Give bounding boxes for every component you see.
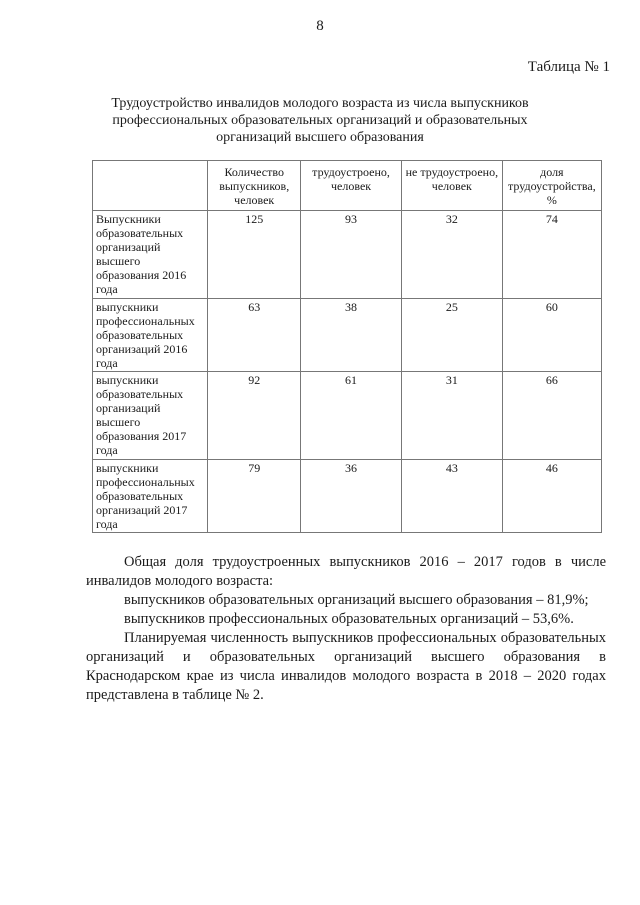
cell-graduates-count: 125	[208, 211, 301, 299]
cell-employed: 36	[301, 460, 402, 533]
header-employed: трудоустроено, человек	[301, 161, 402, 211]
cell-employed: 93	[301, 211, 402, 299]
table-caption: Трудоустройство инвалидов молодого возраста из числа выпускников профессиональных образовательных организаций и образовательных организаций высшего образования	[111, 96, 529, 145]
paragraph-summary: Общая доля трудоустроенных выпускников 2016 – 2017 годов в числе инвалидов молодого возраста:	[86, 554, 606, 589]
paragraph-professional-share: выпускников профессиональных образовательных организаций – 53,6%.	[124, 611, 574, 627]
cell-employed: 61	[301, 372, 402, 460]
cell-graduates-count: 92	[208, 372, 301, 460]
table-row	[93, 460, 602, 533]
cell-employed: 38	[301, 299, 402, 372]
header-graduates-count: Количество выпускников, человек	[208, 161, 301, 211]
table-row	[93, 211, 602, 299]
paragraph-higher-education-share: выпускников образовательных организаций высшего образования – 81,9%;	[124, 592, 589, 608]
header-not-employed: не трудоустроено, человек	[401, 161, 502, 211]
row-label: выпускники образовательных организаций высшего образования 2017 года	[93, 372, 208, 460]
cell-graduates-count: 79	[208, 460, 301, 533]
header-employment-share: доля трудоустройства, %	[502, 161, 601, 211]
body-text	[86, 553, 606, 705]
cell-employment-share: 74	[502, 211, 601, 299]
table-header-row	[93, 161, 602, 211]
cell-employment-share: 66	[502, 372, 601, 460]
cell-employment-share: 46	[502, 460, 601, 533]
cell-not-employed: 31	[401, 372, 502, 460]
table-row	[93, 372, 602, 460]
cell-not-employed: 32	[401, 211, 502, 299]
table-label: Таблица № 1	[527, 59, 610, 75]
row-label: выпускники профессиональных образовательных организаций 2016 года	[93, 299, 208, 372]
cell-not-employed: 43	[401, 460, 502, 533]
employment-table	[92, 160, 602, 533]
cell-graduates-count: 63	[208, 299, 301, 372]
table-row	[93, 299, 602, 372]
row-label: выпускники профессиональных образовательных организаций 2017 года	[93, 460, 208, 533]
page-number: 8	[316, 18, 324, 34]
header-empty-cell	[93, 161, 208, 211]
row-label: Выпускники образовательных организаций высшего образования 2016 года	[93, 211, 208, 299]
cell-not-employed: 25	[401, 299, 502, 372]
cell-employment-share: 60	[502, 299, 601, 372]
paragraph-planned-numbers: Планируемая численность выпускников профессиональных образовательных организаций и образовательных организаций высшего образования в Краснодарском крае из числа инвалидов молодого возраста в 2018 – 2020 годах представлена в таблице № 2.	[86, 630, 606, 703]
